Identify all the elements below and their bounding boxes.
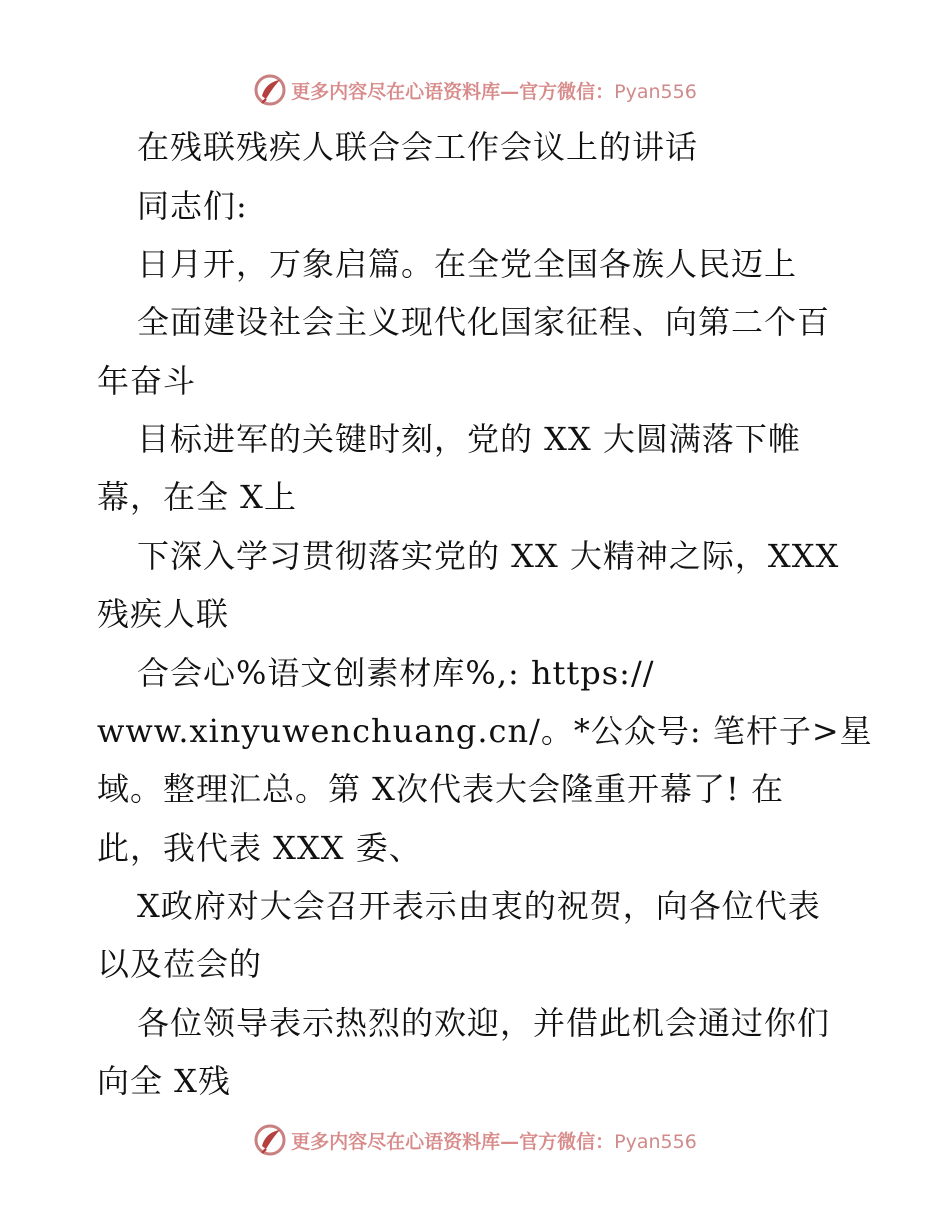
paragraph-line: 残疾人联 — [97, 595, 230, 633]
salutation: 同志们: — [137, 187, 248, 225]
paragraph-line: 向全 X残 — [97, 1062, 231, 1100]
header-watermark-text — [291, 77, 697, 104]
paragraph-line: 以及莅会的 — [97, 945, 263, 983]
paragraph-line: 全面建设社会主义现代化国家征程、向第二个百 — [137, 303, 831, 341]
footer-watermark-text — [291, 1127, 697, 1154]
header-watermark-cn: 更多内容尽在心语资料库—官方微信： — [291, 80, 615, 103]
paragraph-line: 年奋斗 — [97, 362, 197, 400]
paragraph-line: 幕，在全 X上 — [97, 478, 297, 516]
paragraph-line: 此，我代表 XXX 委、 — [97, 829, 422, 867]
paragraph-line: X政府对大会召开表示由衷的祝贺，向各位代表 — [137, 887, 821, 925]
document-title: 在残联残疾人联合会工作会议上的讲话 — [137, 128, 699, 166]
footer-watermark — [0, 1120, 950, 1160]
paragraph-line: 各位领导表示热烈的欢迎，并借此机会通过你们 — [137, 1004, 831, 1042]
footer-watermark-cn: 更多内容尽在心语资料库—官方微信： — [291, 1130, 615, 1153]
header-watermark-id: Pyan556 — [614, 80, 697, 103]
brand-logo-icon — [253, 73, 287, 107]
brand-logo-icon — [253, 1123, 287, 1157]
paragraph-line: www.xinyuwenchuang.cn/。*公众号: 笔杆子>星 — [97, 712, 873, 750]
paragraph-line: 日月开，万象启篇。在全党全国各族人民迈上 — [137, 245, 798, 283]
paragraph-line: 域。整理汇总。第 X次代表大会隆重开幕了! 在 — [97, 770, 784, 808]
paragraph-line: 目标进军的关键时刻，党的 XX 大圆满落下帷 — [137, 420, 801, 458]
footer-watermark-id: Pyan556 — [614, 1130, 697, 1153]
header-watermark — [0, 70, 950, 110]
paragraph-line: 合会心%语文创素材库%,: https:// — [137, 654, 655, 692]
paragraph-line: 下深入学习贯彻落实党的 XX 大精神之际，XXX — [137, 537, 840, 575]
